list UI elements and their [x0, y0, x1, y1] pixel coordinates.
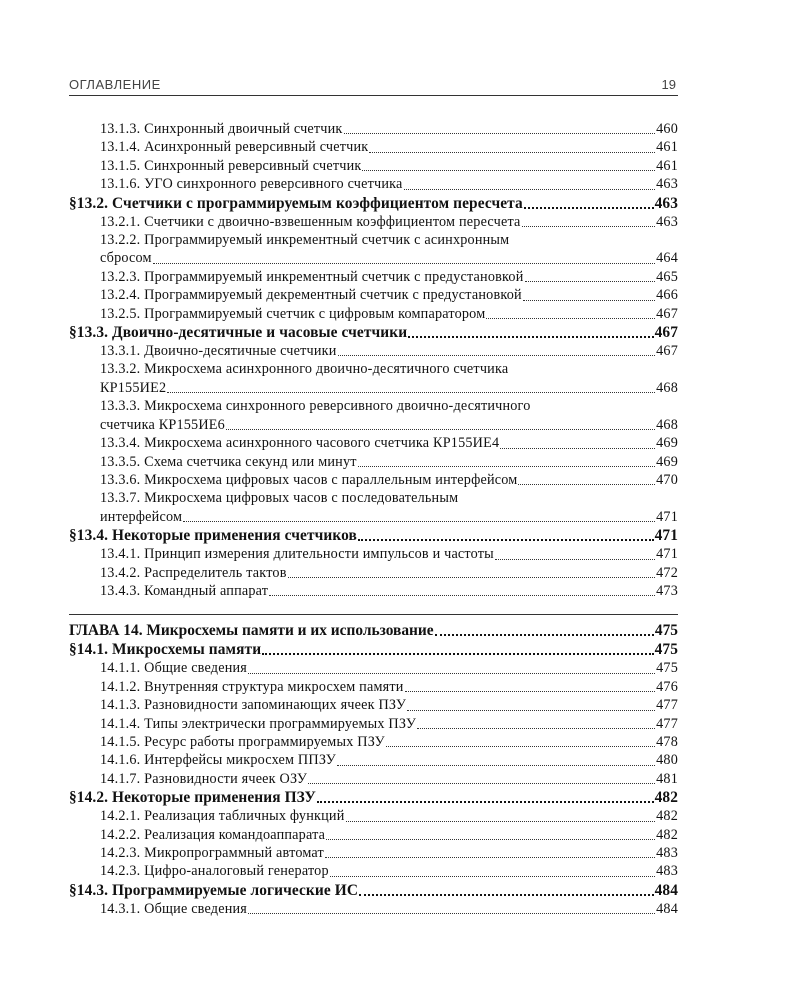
- dot-leader: [346, 821, 656, 822]
- toc-subsection[interactable]: [69, 286, 678, 304]
- toc-subsection[interactable]: [69, 807, 678, 825]
- toc-entry-continuation: КР155ИЕ2: [100, 379, 167, 396]
- dot-leader: [248, 913, 655, 914]
- toc-page-number: 469: [656, 453, 678, 470]
- header-rule: [69, 95, 678, 96]
- dot-leader: [344, 133, 656, 134]
- toc-page-number: 484: [656, 900, 678, 917]
- toc-page-number: 475: [656, 660, 678, 677]
- toc-page-number: 469: [656, 435, 678, 452]
- toc-entry-title: 14.2.1. Реализация табличных функций: [100, 808, 345, 825]
- toc-subsection[interactable]: [69, 120, 678, 138]
- toc-entry-title: 13.2.2. Программируемый инкрементный счетчик с асинхронным: [100, 232, 510, 249]
- toc-entry-title: ГЛАВА 14. Микросхемы памяти и их использование: [69, 622, 434, 640]
- toc-section[interactable]: [69, 788, 678, 807]
- toc-subsection[interactable]: [69, 268, 678, 286]
- toc-entry-title: 14.1.5. Ресурс работы программируемых ПЗУ: [100, 733, 385, 750]
- toc-page-number: 461: [656, 157, 678, 174]
- dot-leader: [369, 152, 655, 153]
- dot-leader: [317, 801, 654, 803]
- dot-leader: [248, 673, 655, 674]
- dot-leader: [486, 318, 655, 319]
- dot-leader: [167, 392, 655, 393]
- toc-entry-title: 13.3.6. Микросхема цифровых часов с параллельным интерфейсом: [100, 471, 518, 488]
- dot-leader: [269, 595, 655, 596]
- toc-subsection-wrapped[interactable]: [69, 397, 678, 434]
- dot-leader: [362, 170, 655, 171]
- toc-page-number: 478: [656, 733, 678, 750]
- toc-page-number: 482: [656, 808, 678, 825]
- dot-leader: [325, 857, 655, 858]
- toc-entry-title: 13.4.1. Принцип измерения длительности импульсов и частоты: [100, 546, 494, 563]
- toc-subsection[interactable]: [69, 678, 678, 696]
- toc-section[interactable]: [69, 323, 678, 342]
- toc-page-number: 483: [656, 845, 678, 861]
- toc-subsection[interactable]: [69, 471, 678, 489]
- running-header: [69, 75, 678, 95]
- dot-leader: [288, 577, 656, 578]
- dot-leader: [308, 783, 655, 784]
- dot-leader: [330, 876, 655, 877]
- dot-leader: [500, 448, 655, 449]
- toc-entry-title: 13.1.5. Синхронный реверсивный счетчик: [100, 157, 362, 174]
- toc-subsection[interactable]: [69, 826, 678, 844]
- toc-page-number: 470: [656, 471, 678, 488]
- dot-leader: [153, 263, 655, 264]
- table-of-contents: [69, 120, 678, 918]
- toc-entry-line: [100, 379, 678, 397]
- toc-subsection[interactable]: [69, 453, 678, 471]
- toc-entry-title: 13.3.1. Двоично-десятичные счетчики: [100, 343, 337, 360]
- toc-page-number: 467: [654, 324, 678, 342]
- toc-entry-title: 13.1.6. УГО синхронного реверсивного счетчика: [100, 176, 403, 193]
- dot-leader: [358, 539, 654, 541]
- toc-entry-title: 14.1.3. Разновидности запоминающих ячеек ПЗУ: [100, 697, 407, 714]
- toc-entry-title: §13.2. Счетчики с программируемым коэффициентом пересчета: [69, 194, 523, 212]
- dot-leader: [337, 765, 655, 766]
- dot-leader: [405, 691, 656, 692]
- toc-entry-title: 14.2.2. Реализация командоаппарата: [100, 826, 326, 843]
- toc-subsection[interactable]: [69, 582, 678, 600]
- toc-entry-title: 14.1.2. Внутренняя структура микросхем памяти: [100, 678, 404, 695]
- chapter-divider: [69, 614, 678, 615]
- toc-page-number: 471: [656, 546, 678, 563]
- toc-page-number: 484: [654, 881, 678, 899]
- toc-subsection[interactable]: [69, 862, 678, 880]
- toc-entry-title: 13.3.4. Микросхема асинхронного часового счетчика КР155ИЕ4: [100, 435, 500, 452]
- dot-leader: [359, 894, 654, 896]
- toc-subsection-wrapped[interactable]: [69, 360, 678, 397]
- toc-entry-line: [100, 508, 678, 526]
- toc-chapter[interactable]: [69, 621, 678, 640]
- toc-entry-title: 13.2.1. Счетчики с двоично-взвешенным коэффициентом пересчета: [100, 213, 521, 230]
- toc-entry-title: 13.3.5. Схема счетчика секунд или минут: [100, 453, 357, 470]
- toc-page-number: 468: [656, 416, 678, 433]
- toc-entry-continuation: сбросом: [100, 250, 152, 267]
- toc-entry-title: §14.2. Некоторые применения ПЗУ: [69, 789, 316, 807]
- toc-subsection[interactable]: [69, 770, 678, 788]
- toc-entry-title: §13.4. Некоторые применения счетчиков: [69, 527, 357, 545]
- dot-leader: [435, 634, 654, 636]
- dot-leader: [386, 746, 655, 747]
- toc-page-number: 483: [656, 863, 678, 880]
- dot-leader: [407, 710, 655, 711]
- toc-entry-title: 14.1.6. Интерфейсы микросхем ППЗУ: [100, 752, 337, 769]
- toc-section[interactable]: [69, 526, 678, 545]
- header-title: ОГЛАВЛЕНИЕ: [69, 77, 161, 92]
- toc-page-number: 480: [656, 752, 678, 769]
- toc-page-number: 482: [656, 826, 678, 843]
- toc-page-number: 463: [656, 176, 678, 193]
- toc-entry-continuation: интерфейсом: [100, 508, 183, 525]
- toc-page-number: 460: [656, 121, 678, 137]
- toc-page-number: 473: [656, 582, 678, 599]
- dot-leader: [226, 429, 655, 430]
- toc-entry-title: 14.2.3. Микропрограммный автомат: [100, 845, 324, 861]
- toc-subsection[interactable]: [69, 138, 678, 156]
- toc-page-number: 463: [654, 194, 678, 212]
- toc-section[interactable]: [69, 640, 678, 659]
- toc-page-number: 467: [656, 305, 678, 322]
- toc-entry-title: 13.1.4. Асинхронный реверсивный счетчик: [100, 139, 369, 156]
- toc-entry-title: 14.1.1. Общие сведения: [100, 660, 248, 677]
- toc-subsection[interactable]: [69, 751, 678, 769]
- toc-entry-title: 13.2.3. Программируемый инкрементный счетчик с предустановкой: [100, 268, 524, 285]
- toc-subsection[interactable]: [69, 305, 678, 323]
- toc-page-number: 467: [656, 343, 678, 360]
- dot-leader: [262, 653, 653, 655]
- toc-section[interactable]: [69, 881, 678, 900]
- toc-page-number: 464: [656, 250, 678, 267]
- toc-subsection[interactable]: [69, 696, 678, 714]
- toc-entry-title: §14.1. Микросхемы памяти: [69, 641, 262, 659]
- dot-leader: [518, 484, 655, 485]
- dot-leader: [338, 355, 656, 356]
- toc-subsection[interactable]: [69, 844, 678, 862]
- toc-page-number: 463: [656, 213, 678, 230]
- toc-subsection[interactable]: [69, 715, 678, 733]
- toc-page-number: 468: [656, 379, 678, 396]
- dot-leader: [326, 839, 655, 840]
- toc-subsection[interactable]: [69, 157, 678, 175]
- toc-entry-title: 13.2.4. Программируемый декрементный счетчик с предустановкой: [100, 287, 522, 304]
- dot-leader: [417, 728, 655, 729]
- toc-page-number: 472: [656, 564, 678, 581]
- toc-entry-continuation: счетчика КР155ИЕ6: [100, 416, 225, 433]
- toc-page-number: 475: [654, 641, 678, 659]
- toc-subsection[interactable]: [69, 564, 678, 582]
- dot-leader: [408, 336, 653, 338]
- toc-page-number: 471: [654, 527, 678, 545]
- toc-section[interactable]: [69, 194, 678, 213]
- dot-leader: [358, 466, 655, 467]
- toc-subsection[interactable]: [69, 733, 678, 751]
- toc-page-number: 465: [656, 268, 678, 285]
- toc-entry-line: [100, 249, 678, 267]
- toc-subsection-wrapped[interactable]: [69, 489, 678, 526]
- dot-leader: [525, 281, 656, 282]
- toc-entry-title: 13.2.5. Программируемый счетчик с цифровым компаратором: [100, 305, 486, 322]
- dot-leader: [183, 521, 655, 522]
- toc-entry-title: 13.4.3. Командный аппарат: [100, 582, 269, 599]
- toc-entry-line: [100, 416, 678, 434]
- toc-entry-title: 13.1.3. Синхронный двоичный счетчик: [100, 121, 343, 137]
- toc-page-number: 461: [656, 139, 678, 156]
- toc-subsection[interactable]: [69, 900, 678, 918]
- toc-page-number: 477: [656, 715, 678, 732]
- toc-entry-title: §14.3. Программируемые логические ИС: [69, 881, 359, 899]
- toc-entry-title: 14.1.7. Разновидности ячеек ОЗУ: [100, 770, 308, 787]
- toc-page-number: 466: [656, 287, 678, 304]
- toc-entry-title: 13.4.2. Распределитель тактов: [100, 564, 287, 581]
- toc-subsection[interactable]: [69, 545, 678, 563]
- toc-entry-title: 13.3.2. Микросхема асинхронного двоично-десятичного счетчика: [100, 361, 509, 378]
- toc-subsection[interactable]: [69, 213, 678, 231]
- toc-entry-title: 14.2.3. Цифро-аналоговый генератор: [100, 863, 329, 880]
- toc-entry-title: 13.3.7. Микросхема цифровых часов с последовательным: [100, 490, 459, 507]
- toc-subsection-wrapped[interactable]: [69, 231, 678, 268]
- toc-entry-title: 14.3.1. Общие сведения: [100, 900, 248, 917]
- toc-page-number: 471: [656, 508, 678, 525]
- toc-page-number: 481: [656, 770, 678, 787]
- toc-subsection[interactable]: [69, 175, 678, 193]
- toc-page-number: 475: [654, 622, 678, 640]
- dot-leader: [495, 559, 655, 560]
- dot-leader: [522, 226, 656, 227]
- toc-entry-title: §13.3. Двоично-десятичные и часовые счетчики: [69, 324, 408, 342]
- header-page-number: 19: [661, 77, 676, 92]
- toc-subsection[interactable]: [69, 434, 678, 452]
- toc-page-number: 476: [656, 678, 678, 695]
- dot-leader: [524, 207, 654, 209]
- toc-subsection[interactable]: [69, 659, 678, 677]
- toc-subsection[interactable]: [69, 342, 678, 360]
- dot-leader: [523, 300, 655, 301]
- toc-entry-title: 14.1.4. Типы электрически программируемых ПЗУ: [100, 715, 417, 732]
- dot-leader: [404, 189, 656, 190]
- toc-page-number: 477: [656, 697, 678, 714]
- toc-entry-title: 13.3.3. Микросхема синхронного реверсивного двоично-десятичного: [100, 398, 531, 415]
- toc-page-number: 482: [654, 789, 678, 807]
